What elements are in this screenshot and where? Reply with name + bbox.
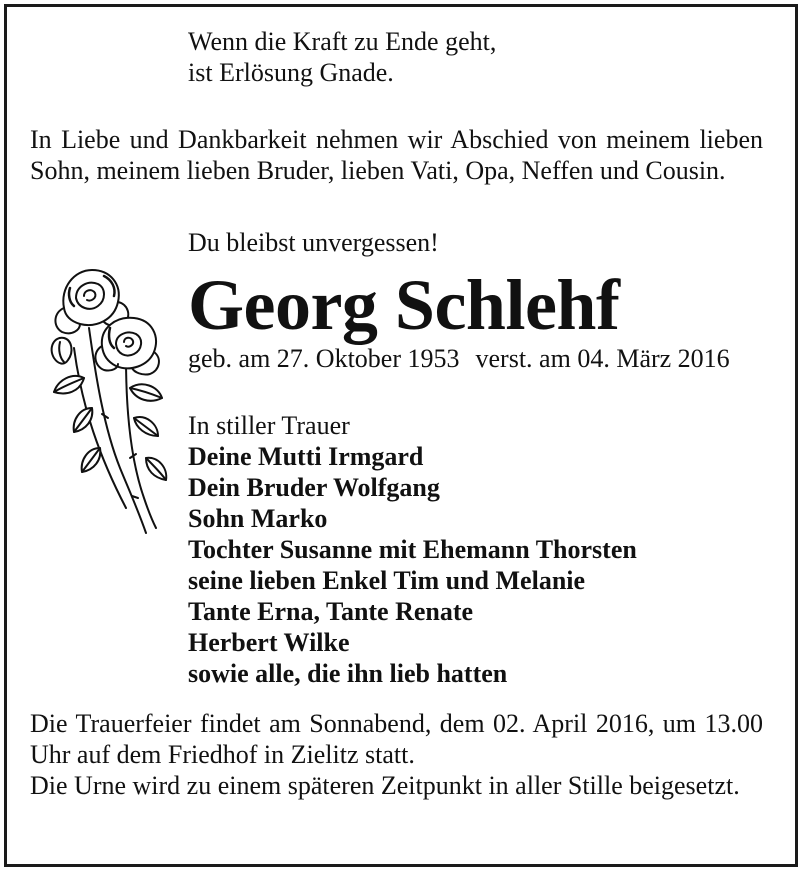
intro-text: In Liebe und Dankbarkeit nehmen wir Abschied von meinem lieben Sohn, meinem lieben Bruder, lieben Vati, Opa, Neffen und Cousin. [30, 125, 763, 185]
remember-line: Du bleibst unvergessen! [188, 228, 439, 257]
death-date: verst. am 04. März 2016 [475, 344, 730, 373]
birth-date: geb. am 27. Oktober 1953 [188, 344, 460, 373]
mourner-item: Sohn Marko [188, 504, 328, 533]
mourner-item: Deine Mutti Irmgard [188, 442, 424, 471]
deceased-name: Georg Schlehf [188, 265, 620, 345]
mourners-block [188, 410, 637, 689]
mourner-item: sowie alle, die ihn lieb hatten [188, 659, 508, 688]
motto-line-2: ist Erlösung Gnade. [188, 58, 394, 87]
mourner-item: Dein Bruder Wolfgang [188, 473, 440, 502]
mourner-item: seine lieben Enkel Tim und Melanie [188, 566, 586, 595]
motto [188, 26, 496, 88]
mourner-item: Tochter Susanne mit Ehemann Thorsten [188, 535, 637, 564]
motto-line-1: Wenn die Kraft zu Ende geht, [188, 27, 497, 56]
mourner-item: Tante Erna, Tante Renate [188, 597, 474, 626]
mourners-heading: In stiller Trauer [188, 411, 350, 440]
mourner-item: Herbert Wilke [188, 628, 350, 657]
service-details: Die Trauerfeier findet am Sonnabend, dem 02. April 2016, um 13.00 Uhr auf dem Friedhof in Zielitz statt. [30, 709, 763, 769]
life-dates [188, 343, 730, 374]
mourners-list [188, 441, 637, 689]
urn-burial-note: Die Urne wird zu einem späteren Zeitpunkt in aller Stille beigesetzt. [30, 771, 740, 800]
service-info [30, 708, 763, 801]
roses-icon [34, 258, 174, 543]
